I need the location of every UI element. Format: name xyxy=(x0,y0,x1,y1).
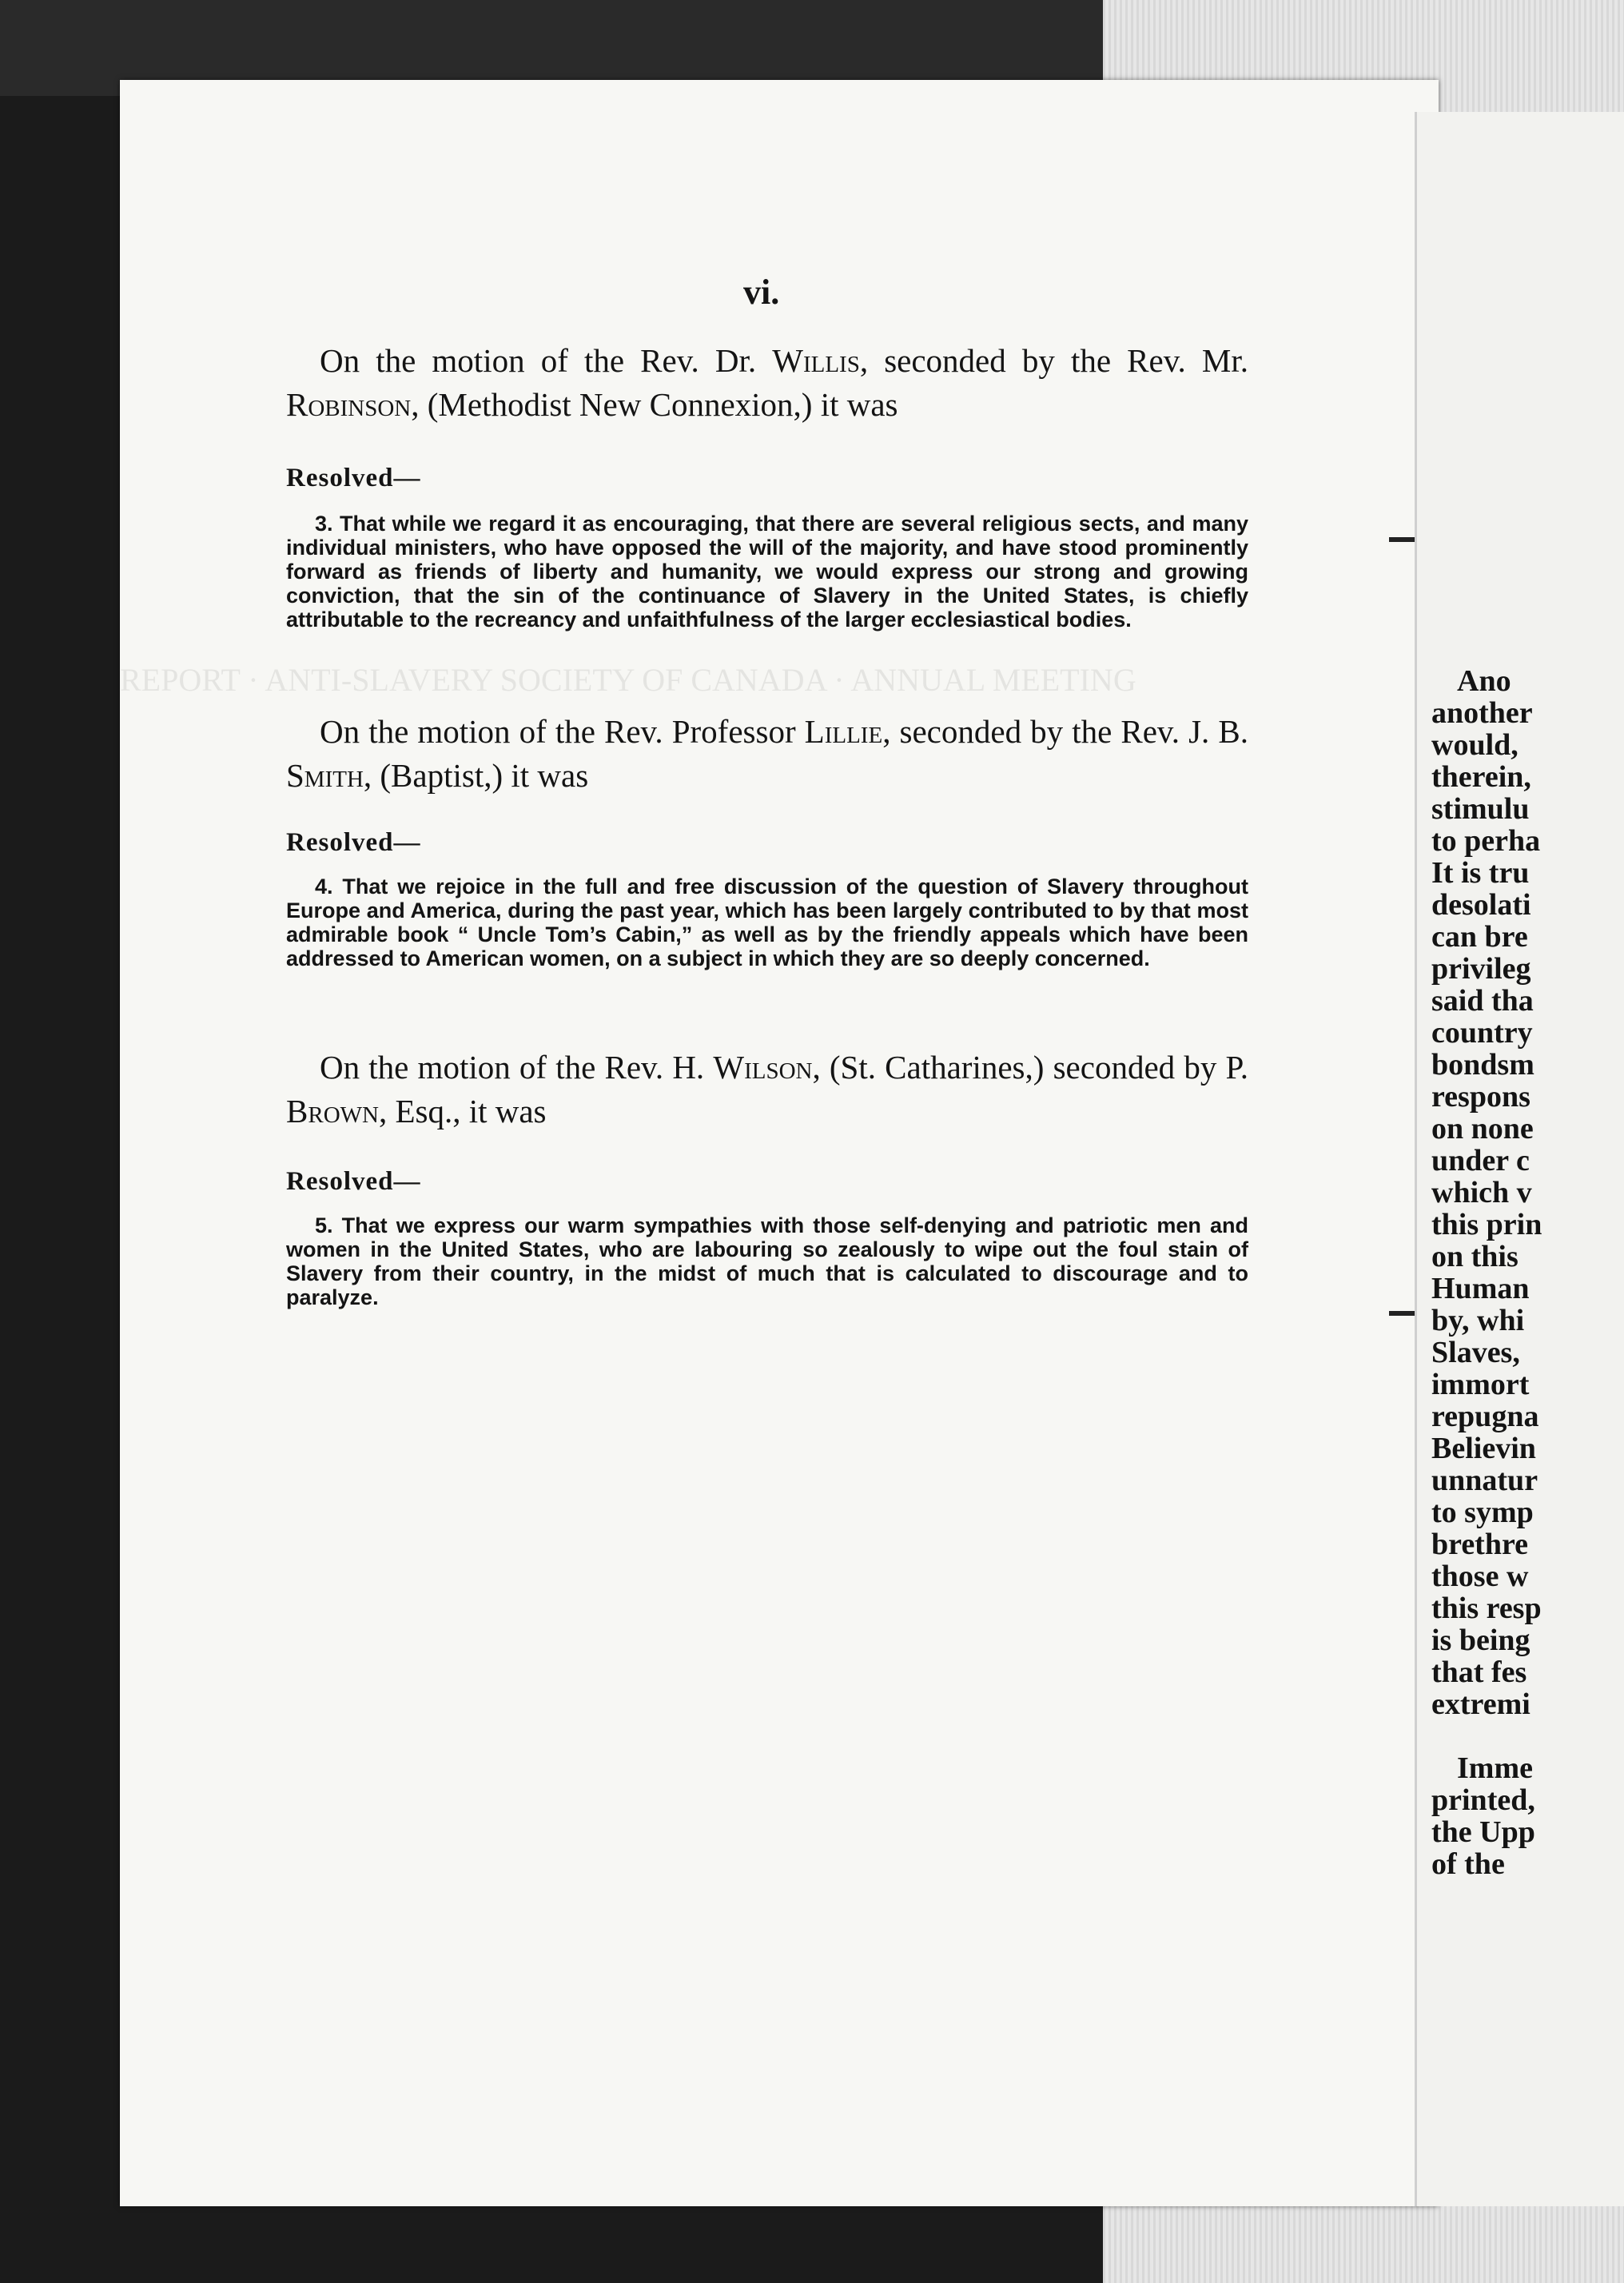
facing-page-line: country xyxy=(1431,1016,1533,1050)
resolution-4: 4. That we rejoice in the full and free discussion of the question of Slavery throughout Europe and America, during the past year, which has been largely contributed to by that most admirable book “ Uncle Tom’s Cabin,” as well as by the friendly appeals which have been addressed to American women, on a subject in which they are so deeply concerned. xyxy=(286,875,1248,970)
facing-page-line: privileg xyxy=(1431,952,1531,986)
facing-page-line: another xyxy=(1431,696,1533,730)
facing-page-line: to perha xyxy=(1431,824,1541,858)
facing-page-line: would, xyxy=(1431,728,1519,762)
motion-paragraph-3: On the motion of the Rev. H. Wilson, (St. Catharines,) seconded by P. Brown, Esq., it was xyxy=(286,1049,1249,1130)
resolution-3: 3. That while we regard it as encouraging, that there are several religious sects, and many individual ministers, who have opposed the will of the majority, and have stood prominently forward as friends of liberty and humanity, we would express our strong and growing conviction, that the sin of the continuance of Slavery in the United States, is chiefly attributable to the recreancy and unfaithfulness of the larger ecclesiastical bodies. xyxy=(286,512,1248,632)
resolved-heading-3: Resolved— xyxy=(286,1167,421,1196)
facing-page-line: by, whi xyxy=(1431,1304,1525,1337)
resolution-5: 5. That we express our warm sympathies with those self-denying and patriotic men and women in the United States, who are labouring so zealously to wipe out the foul stain of Slavery from their country, in the midst of much that is calculated to discourage and to paralyze. xyxy=(286,1213,1248,1309)
facing-page-line: brethre xyxy=(1431,1528,1529,1561)
facing-page-line: extremi xyxy=(1431,1687,1530,1721)
show-through-text: REPORT · ANTI-SLAVERY SOCIETY OF CANADA · ANNUAL MEETING xyxy=(120,662,1136,698)
binding-mark xyxy=(1389,537,1416,542)
motion-paragraph-1: On the motion of the Rev. Dr. Willis, seconded by the Rev. Mr. Robinson, (Methodist New Connexion,) it was xyxy=(286,342,1249,423)
facing-page-line: desolati xyxy=(1431,888,1531,922)
facing-page-line: under c xyxy=(1431,1144,1530,1177)
resolved-heading-1: Resolved— xyxy=(286,464,421,492)
facing-page-line: to symp xyxy=(1431,1496,1534,1529)
facing-page-line: of the xyxy=(1431,1847,1505,1881)
facing-page-line: on this xyxy=(1431,1240,1519,1273)
resolved-heading-2: Resolved— xyxy=(286,828,421,857)
page-number: vi. xyxy=(743,273,780,312)
facing-page-line: those w xyxy=(1431,1560,1529,1593)
facing-page-line: repugna xyxy=(1431,1400,1539,1433)
facing-page-line: Ano xyxy=(1457,664,1511,698)
facing-page-line: which v xyxy=(1431,1176,1532,1209)
facing-page-line: unnatur xyxy=(1431,1464,1538,1497)
facing-page xyxy=(1415,112,1624,2206)
facing-page-line: Slaves, xyxy=(1431,1336,1520,1369)
motion-paragraph-2: On the motion of the Rev. Professor Lillie, seconded by the Rev. J. B. Smith, (Baptist,) it was xyxy=(286,713,1248,794)
facing-page-line: this prin xyxy=(1431,1208,1542,1241)
facing-page-line: respons xyxy=(1431,1080,1530,1114)
facing-page-line: can bre xyxy=(1431,920,1528,954)
facing-page-line: said tha xyxy=(1431,984,1534,1018)
facing-page-line: Human xyxy=(1431,1272,1530,1305)
facing-page-line: therein, xyxy=(1431,760,1531,794)
binding-mark xyxy=(1389,1311,1416,1316)
facing-page-line: is being xyxy=(1431,1624,1530,1657)
facing-page-line: Believin xyxy=(1431,1432,1536,1465)
facing-page-line: Imme xyxy=(1457,1751,1533,1785)
facing-page-line: the Upp xyxy=(1431,1815,1535,1849)
facing-page-line: bondsm xyxy=(1431,1048,1534,1082)
facing-page-line: immort xyxy=(1431,1368,1530,1401)
facing-page-line: this resp xyxy=(1431,1592,1542,1625)
facing-page-line: It is tru xyxy=(1431,856,1530,890)
facing-page-line: stimulu xyxy=(1431,792,1530,826)
facing-page-line: on none xyxy=(1431,1112,1534,1145)
facing-page-line: that fes xyxy=(1431,1655,1527,1689)
facing-page-line: printed, xyxy=(1431,1783,1535,1817)
